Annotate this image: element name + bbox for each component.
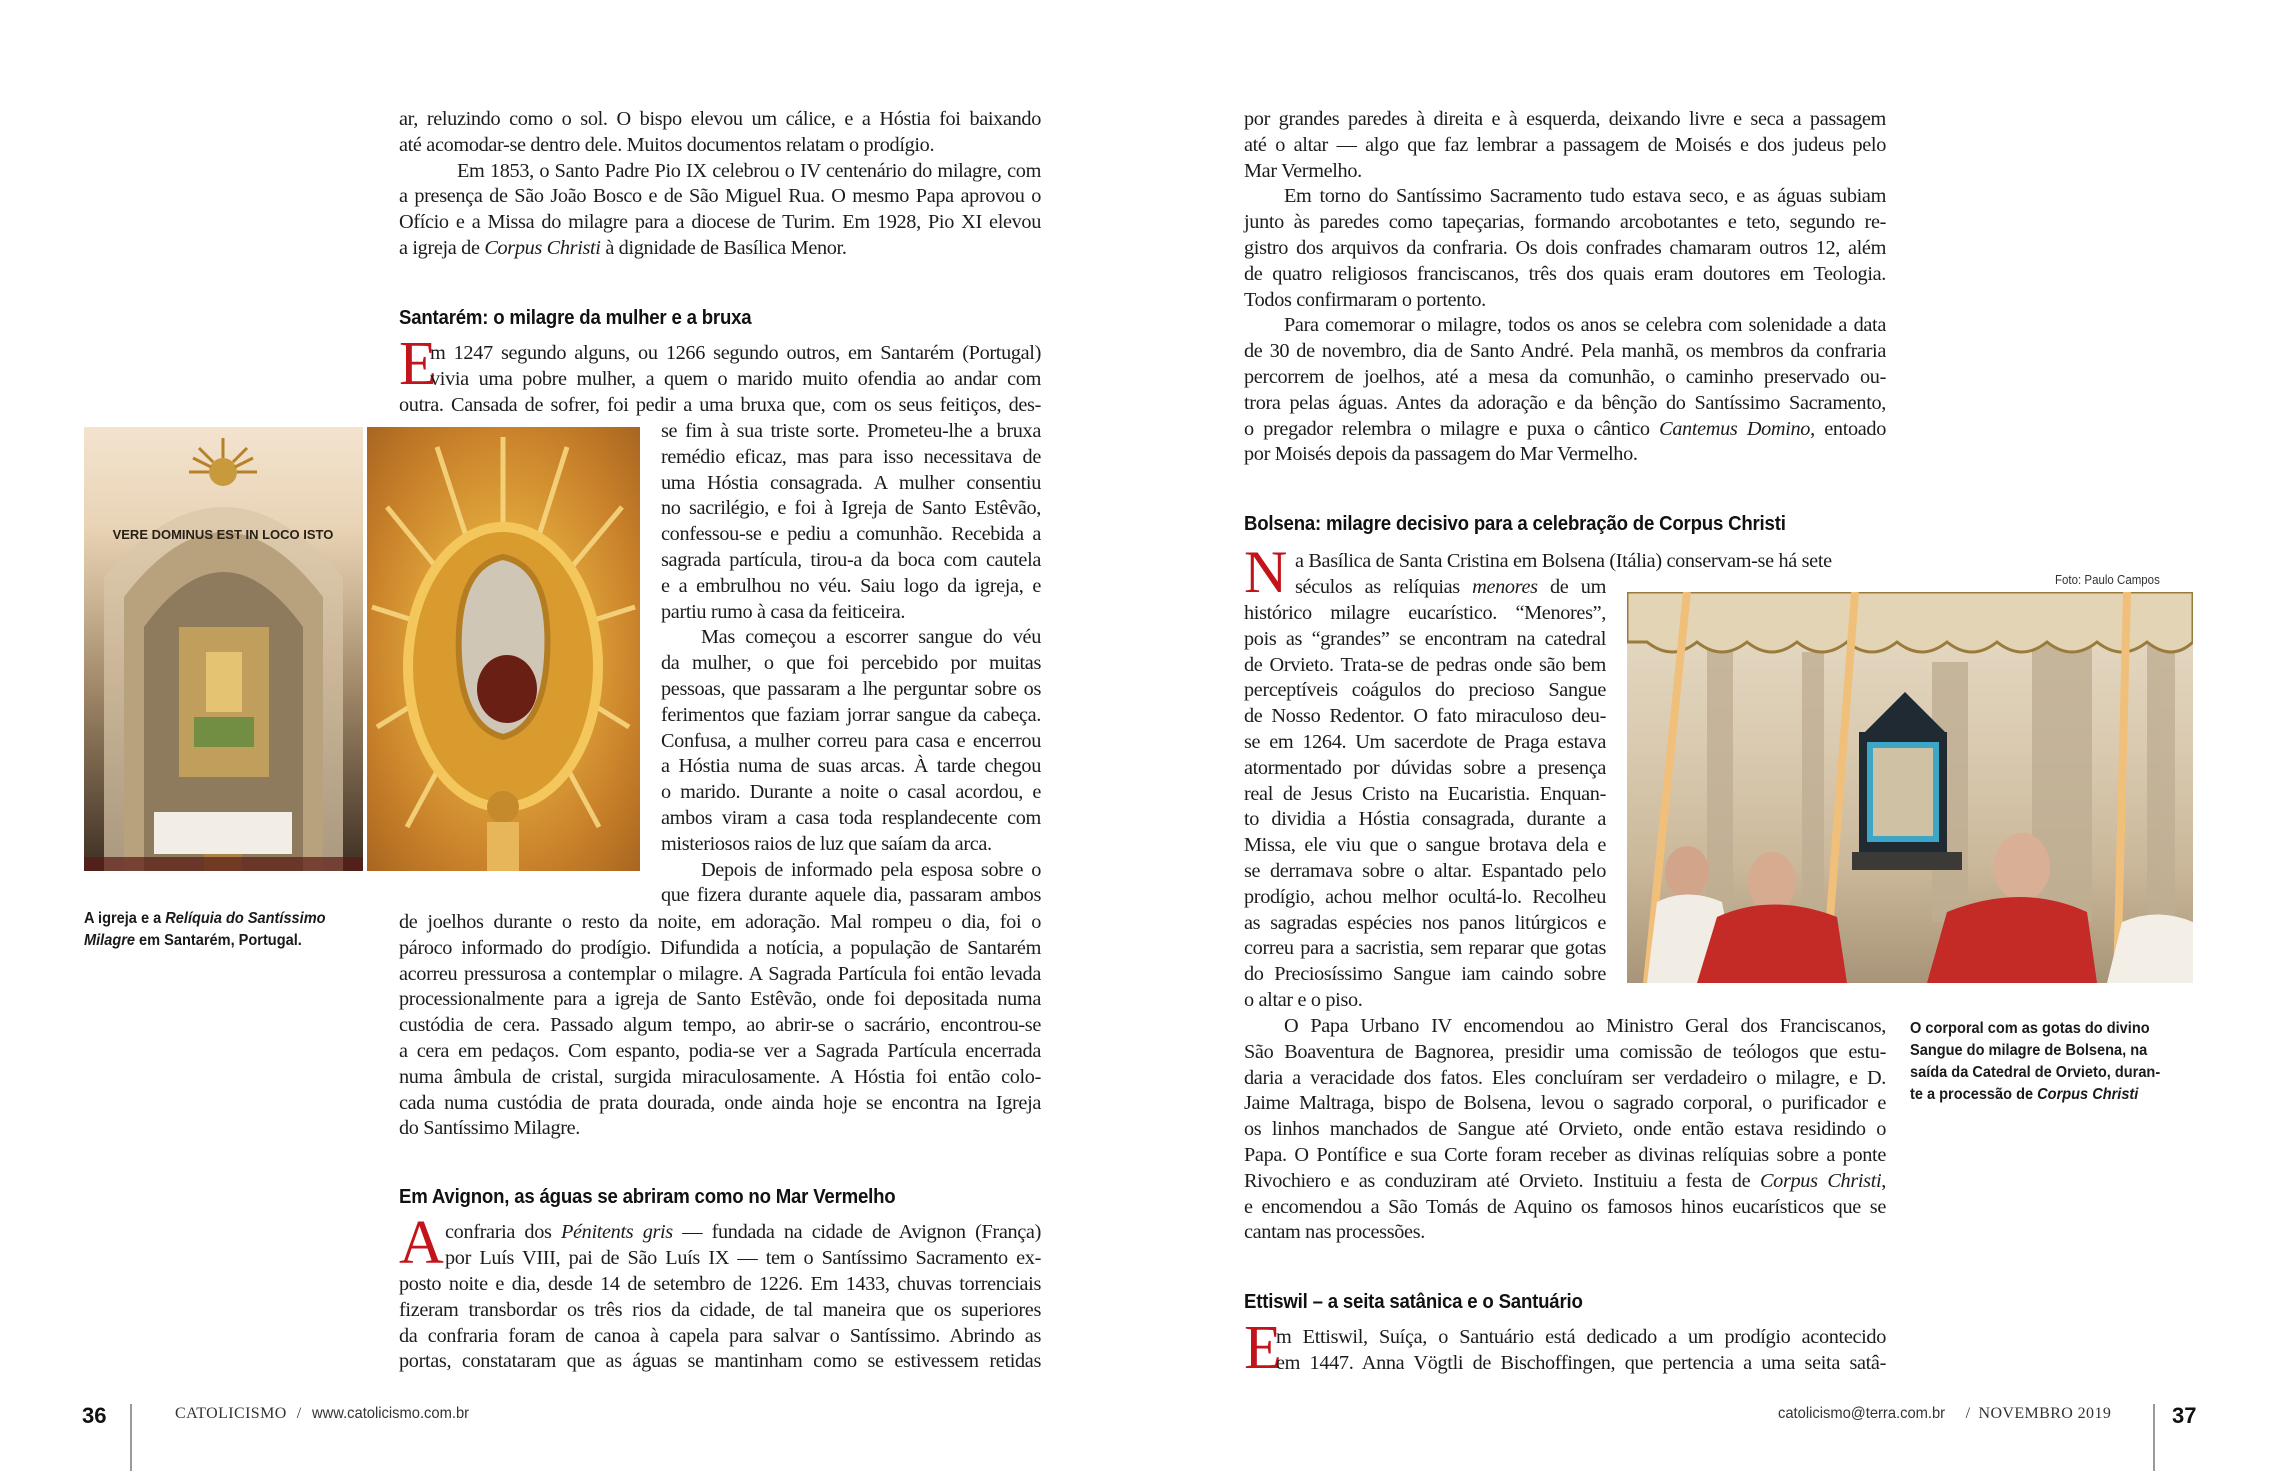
text-line: Confusa, a mulher correu para casa e encerrou <box>661 729 1041 752</box>
text-line: histórico milagre eucarístico. “Menores”, <box>1244 602 1606 624</box>
text-line: do Santíssimo Milagre. <box>399 1117 581 1140</box>
text-line: Mas começou a escorrer sangue do véu <box>701 626 1041 649</box>
text-line: da mulher, o que foi percebido por muitas <box>661 652 1041 675</box>
santarem-wide-text <box>399 910 1041 1142</box>
text-line: Depois de informado pela esposa sobre o <box>701 858 1041 881</box>
text-line: por Moisés depois da passagem do Mar Vermelho. <box>1244 443 1638 466</box>
text-line: O Papa Urbano IV encomendou ao Ministro Geral dos Franciscanos, <box>1284 1015 1886 1037</box>
text-line: confraria dos Pénitents gris — fundada na cidade de Avignon (França) <box>445 1221 1041 1243</box>
text-line: uma Hóstia consagrada. A mulher consentiu <box>661 471 1041 494</box>
svg-text:VERE DOMINUS EST IN LOCO ISTO: VERE DOMINUS EST IN LOCO ISTO <box>112 527 334 542</box>
text-line: m 1247 segundo alguns, ou 1266 segundo outros, em Santarém (Portugal) <box>430 342 1041 364</box>
bolsena-narrow-text <box>1244 601 1606 1014</box>
text-line: se derramava sobre o altar. Espantado pelo <box>1244 859 1606 882</box>
text-line: que fizera durante aquele dia, passaram ambos <box>661 884 1041 907</box>
text-line: de Orvieto. Trata-se de pedras onde são bem <box>1244 653 1606 676</box>
dropcap-n: N <box>1244 539 1288 605</box>
text-line: Todos confirmaram o portento. <box>1244 288 1486 311</box>
text-line: sagrada partícula, tirou-a da boca com cautela <box>661 548 1041 571</box>
text-line: percorrem de joelhos, até a mesa da comunhão, o caminho preservado ou- <box>1244 365 1886 388</box>
santarem-opening <box>430 341 1041 393</box>
text-line: se em 1264. Um sacerdote de Praga estava <box>1244 730 1606 753</box>
text-line: m Ettiswil, Suíça, o Santuário está dedicado a um prodígio acontecido <box>1276 1326 1886 1348</box>
text-line: cantam nas processões. <box>1244 1221 1425 1244</box>
text-line: São Boaventura de Bagnorea, presidir uma comissão de teólogos que estu- <box>1244 1040 1886 1063</box>
text-line: Papa. O Pontífice e sua Corte foram receber as divinas relíquias sobre a ponte <box>1244 1143 1886 1166</box>
footer-right <box>1778 1405 2111 1423</box>
santarem-full-line <box>399 393 1041 419</box>
section-heading-santarem: Santarém: o milagre da mulher e a bruxa <box>399 307 752 329</box>
text-line: de joelhos durante o resto da noite, em adoração. Mal rompeu o dia, foi o <box>399 911 1041 933</box>
footer-left <box>175 1405 482 1423</box>
text-line: Ofício e a Missa do milagre para a diocese de Turim. Em 1928, Pio XI elevou <box>399 211 1041 234</box>
text-line: Rivochiero e as conduziram até Orvieto. Instituiu a festa de Corpus Christi, <box>1244 1169 1887 1192</box>
text-line: prodígio, achou melhor ocultá-lo. Recolheu <box>1244 885 1606 908</box>
text-line: Jaime Maltraga, bispo de Bolsena, levou o sagrado corporal, o purificador e <box>1244 1092 1886 1115</box>
text-line: acorreu pressurosa a contemplar o milagre. A Sagrada Partícula foi então levada <box>399 962 1041 985</box>
text-line: partiu rumo à casa da feiticeira. <box>661 600 906 623</box>
text-line: junto às paredes como tapeçarias, formando arcobotantes e teto, segundo re- <box>1244 211 1886 234</box>
avignon-opening <box>445 1220 1041 1272</box>
text-line: até acomodar-se dentro dele. Muitos documentos relatam o prodígio. <box>399 133 935 156</box>
text-line: ar, reluzindo como o sol. O bispo elevou um cálice, e a Hóstia foi baixando <box>399 108 1041 130</box>
text-line: fizeram transbordar os três rios da cidade, de tal maneira que os superiores <box>399 1298 1041 1321</box>
text-line: até o altar — algo que faz lembrar a passagem de Moisés e dos judeus pelo <box>1244 133 1886 156</box>
ettiswil-text <box>1276 1325 1886 1377</box>
text-line: trora pelas águas. Antes da adoração e da bênção do Santíssimo Sacramento, <box>1244 391 1886 414</box>
email-link[interactable]: catolicismo@terra.com.br <box>1778 1405 1946 1422</box>
text-line: a Hóstia numa de suas arcas. À tarde chegou <box>661 755 1041 778</box>
text-line: ferimentos que faziam jorrar sangue da cabeça. <box>661 703 1041 726</box>
santarem-narrow-text <box>661 419 1041 909</box>
text-line: pessoas, que passaram a lhe perguntar sobre os <box>661 677 1041 700</box>
photo-credit: Foto: Paulo Campos <box>2055 573 2160 587</box>
text-line: pároco informado do prodígio. Difundida a notícia, a população de Santarém <box>399 936 1041 959</box>
text-line: as sagradas espécies nos panos litúrgicos e <box>1244 911 1606 934</box>
bolsena-line2 <box>1295 575 1606 601</box>
text-line: cada numa custódia de prata dourada, onde ainda hoje se encontra na Igreja <box>399 1091 1041 1114</box>
text-line: numa âmbula de cristal, surgida miraculosamente. A Hóstia foi então colo- <box>399 1065 1041 1088</box>
photo-corpus-christi-procession <box>1627 592 2193 983</box>
text-line: custódia de cera. Passado algum tempo, ao abrir-se o sacrário, encontrou-se <box>399 1014 1041 1037</box>
text-line: perceptíveis coágulos do precioso Sangue <box>1244 679 1606 702</box>
text-line: no sacrilégio, e foi à Igreja de Santo Estêvão, <box>661 497 1041 520</box>
section-heading-bolsena: Bolsena: milagre decisivo para a celebração de Corpus Christi <box>1244 513 1786 535</box>
text-line: processionalmente para a igreja de Santo Estêvão, onde foi depositada numa <box>399 988 1041 1011</box>
text-line: o altar e o piso. <box>1244 988 1363 1011</box>
bolsena-line1 <box>1295 549 1880 575</box>
text-line: o marido. Durante a noite o casal acordou, e <box>661 781 1041 804</box>
text-line: gistro dos arquivos da confraria. Os dois confrades chamaram outros 12, além <box>1244 236 1886 259</box>
text-line: a cera em pedaços. Com espanto, podia-se ver a Sagrada Partícula encerrada <box>399 1039 1041 1062</box>
footer-rule-right <box>2153 1404 2155 1471</box>
text-line: ambos viram a casa toda resplandecente com <box>661 806 1041 829</box>
text-line: daria a veracidade dos fatos. Eles concluíram ser verdadeiro o milagre, e D. <box>1244 1066 1886 1089</box>
text-line: Em torno do Santíssimo Sacramento tudo estava seco, e as águas subiam <box>1284 185 1886 208</box>
dropcap-e-ettiswil: E <box>1244 1314 1282 1382</box>
footer-rule-left <box>130 1404 132 1471</box>
text-line: Em 1853, o Santo Padre Pio IX celebrou o IV centenário do milagre, com <box>457 159 1041 182</box>
left-intro-text <box>399 107 1041 262</box>
section-heading-avignon: Em Avignon, as águas se abriram como no Mar Vermelho <box>399 1186 896 1208</box>
procession-illustration <box>1627 592 2193 983</box>
photo-monstrance-relic <box>367 427 640 871</box>
avignon-text <box>399 1272 1041 1375</box>
text-line: séculos as relíquias menores de um <box>1295 576 1607 598</box>
section-heading-ettiswil: Ettiswil – a seita satânica e o Santuário <box>1244 1291 1583 1313</box>
text-line: misteriosos raios de luz que saíam da arca. <box>661 832 992 855</box>
text-line: remédio eficaz, mas para isso necessitava de <box>661 445 1041 468</box>
text-line: de quatro religiosos franciscanos, três dos quais eram doutores em Teologia. <box>1244 262 1886 285</box>
issue-date: NOVEMBRO 2019 <box>1978 1405 2112 1422</box>
text-line: real de Jesus Cristo na Eucaristia. Enquan- <box>1244 782 1606 805</box>
text-line: os linhos manchados de Sangue até Orvieto, onde então estava residindo o <box>1244 1118 1886 1141</box>
text-line: e a embrulhou no véu. Saiu logo da igreja, e <box>661 574 1041 597</box>
text-line: por grandes paredes à direita e à esquerda, deixando livre e seca a passagem <box>1244 108 1886 130</box>
monstrance-illustration <box>367 427 640 871</box>
magazine-name: CATOLICISMO <box>175 1405 287 1422</box>
text-line: por Luís VIII, pai de São Luís IX — tem o Santíssimo Sacramento ex- <box>445 1246 1041 1269</box>
text-line: a Basílica de Santa Cristina em Bolsena (Itália) conservam-se há sete <box>1295 550 1832 572</box>
bolsena-wide-text <box>1244 1014 1886 1246</box>
text-line: posto noite e dia, desde 14 de setembro de 1226. Em 1433, chuvas torrenciais <box>399 1273 1041 1295</box>
text-line: a igreja de Corpus Christi à dignidade de Basílica Menor. <box>399 236 847 259</box>
text-line: atormentado por dúvidas sobre a presença <box>1244 756 1606 779</box>
text-line: de 30 de novembro, dia de Santo André. Pela manhã, os membros da confraria <box>1244 340 1886 363</box>
text-line: outra. Cansada de sofrer, foi pedir a uma bruxa que, com os seus feitiços, des- <box>399 394 1041 416</box>
text-line: o pregador relembra o milagre e puxa o cântico Cantemus Domino, entoado <box>1244 417 1886 440</box>
photo-caption-santarem: A igreja e a Relíquia do Santíssimo Milagre em Santarém, Portugal. <box>84 910 326 949</box>
dropcap-a: A <box>399 1209 444 1277</box>
website-link[interactable]: www.catolicismo.com.br <box>311 1405 469 1422</box>
page-number-left: 36 <box>82 1403 107 1428</box>
avignon-continued <box>1244 107 1886 468</box>
photo-church-interior <box>84 427 363 871</box>
text-line: confessou-se e pediu a comunhão. Recebida a <box>661 523 1041 546</box>
text-line: do Preciosíssimo Sangue iam caindo sobre <box>1244 963 1606 986</box>
dropcap-e: E <box>399 330 437 398</box>
text-line: e encomendou a São Tomás de Aquino os famosos hinos eucarísticos que se <box>1244 1195 1886 1218</box>
footer-separator: / <box>296 1405 302 1422</box>
text-line: Mar Vermelho. <box>1244 159 1362 182</box>
photo-caption-bolsena: O corporal com as gotas do divino Sangue do milagre de Bolsena, na saída da Catedral de Orvieto, duran- te a processão de Corpus Christi <box>1910 1020 2161 1103</box>
text-line: Para comemorar o milagre, todos os anos se celebra com solenidade a data <box>1284 314 1886 337</box>
text-line: pois as “grandes” se encontram na catedral <box>1244 627 1606 650</box>
text-line: em 1447. Anna Vögtli de Bischoffingen, que pertencia a uma seita satâ- <box>1276 1351 1886 1374</box>
page-number-right: 37 <box>2172 1403 2197 1428</box>
text-line: Missa, ele viu que o sangue brotava dela e <box>1244 834 1606 857</box>
text-line: to dividia a Hóstia consagrada, durante a <box>1244 808 1606 831</box>
church-illustration <box>84 427 363 871</box>
text-line: se fim à sua triste sorte. Prometeu-lhe a bruxa <box>661 420 1041 442</box>
text-line: a presença de São João Bosco e de São Miguel Rua. O mesmo Papa aprovou o <box>399 185 1041 208</box>
text-line: de Nosso Redentor. O fato miraculoso deu- <box>1244 705 1606 728</box>
text-line: da confraria foram de canoa à capela para salvar o Santíssimo. Abrindo as <box>399 1324 1041 1347</box>
text-line: vivia uma pobre mulher, a quem o marido muito ofendia ao andar com <box>430 367 1041 390</box>
footer-separator: / <box>1965 1405 1971 1422</box>
text-line: portas, constataram que as águas se mantinham como se estivessem retidas <box>399 1350 1041 1373</box>
text-line: correu para a sacristia, sem reparar que gotas <box>1244 937 1606 960</box>
